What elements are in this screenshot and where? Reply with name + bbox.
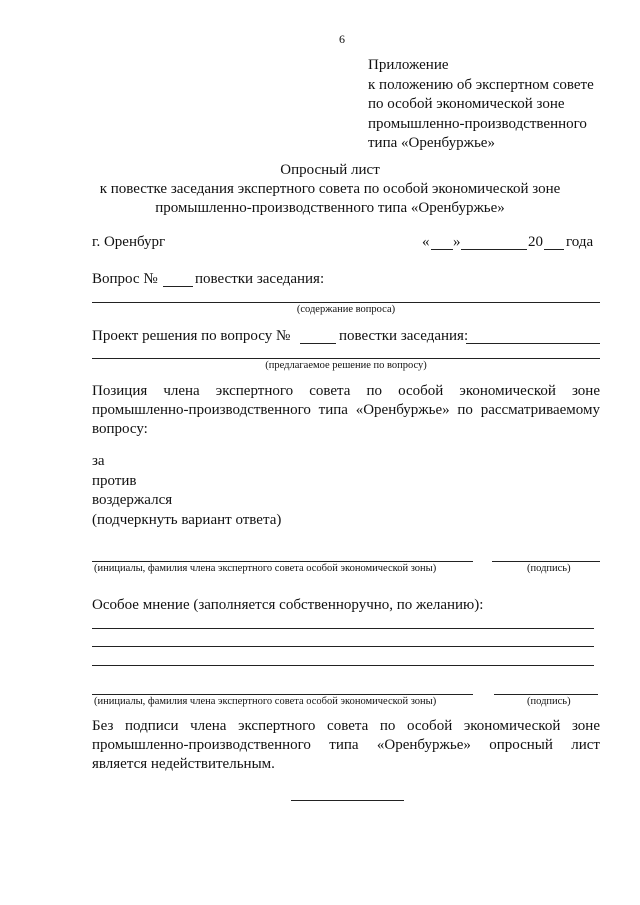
special-opinion-label: Особое мнение (заполняется собственноручно, по желанию): (92, 597, 484, 613)
annex-line: к положению об экспертном совете (368, 76, 594, 93)
year-prefix: 20 (528, 234, 543, 250)
question-caption: (содержание вопроса) (296, 304, 396, 315)
draft-inline-blank (466, 343, 600, 344)
annex-line: по особой экономической зоне (368, 96, 565, 112)
position-line: вопросу: (92, 421, 148, 437)
signature-caption: (подпись) (527, 563, 571, 574)
option-hint: (подчеркнуть вариант ответа) (92, 511, 282, 528)
member-name-caption: (инициалы, фамилия члена экспертного совета особой экономической зоны) (94, 563, 437, 574)
closing-rule (291, 800, 404, 801)
title-line: Опросный лист (280, 162, 380, 178)
draft-prefix: Проект решения по вопросу № (92, 328, 291, 344)
date-close-quote: » (453, 234, 461, 250)
note-line: является недействительным. (92, 756, 275, 772)
year-suffix: года (566, 234, 594, 250)
option-against[interactable]: против (92, 472, 137, 489)
option-abstain[interactable]: воздержался (92, 492, 173, 508)
annex-line: Приложение (368, 57, 449, 73)
annex-line: промышленно-производственного (368, 115, 587, 132)
document-title (60, 161, 600, 218)
special-opinion-line[interactable] (92, 646, 594, 647)
member-name-caption: (инициалы, фамилия члена экспертного совета особой экономической зоны) (94, 696, 437, 707)
month-blank (461, 249, 527, 250)
note-line: промышленно-производственного типа «Оренбуржье» опросный лист (92, 737, 600, 753)
draft-number-blank (300, 343, 336, 344)
annex-block (368, 56, 594, 154)
title-line: промышленно-производственного типа «Оренбуржье» (155, 200, 505, 216)
signature-caption: (подпись) (527, 696, 571, 707)
signature-line (492, 561, 600, 562)
date-field (422, 233, 602, 253)
question-number-blank (163, 286, 193, 287)
position-line: Позиция члена экспертного совета по особой экономической зоне (92, 383, 600, 399)
question-content-line (92, 302, 600, 303)
day-blank (431, 249, 453, 250)
draft-content-line (92, 358, 600, 359)
draft-caption: (предлагаемое решение по вопросу) (265, 360, 427, 371)
member-name-line (92, 561, 473, 562)
title-line: к повестке заседания экспертного совета по особой экономической зоне (99, 181, 561, 197)
date-open-quote: « (422, 234, 430, 250)
special-opinion-line[interactable] (92, 628, 594, 629)
option-for[interactable]: за (92, 453, 105, 469)
vote-options (92, 452, 281, 530)
validity-note (92, 717, 600, 774)
place: г. Оренбург (92, 234, 166, 250)
position-paragraph (92, 382, 600, 439)
year-blank (544, 249, 564, 250)
question-prefix: Вопрос № (92, 271, 158, 287)
draft-suffix: повестки заседания: (339, 328, 469, 344)
signature-line (494, 694, 598, 695)
position-line: промышленно-производственного типа «Оренбуржье» по рассматриваемому (92, 402, 600, 418)
special-opinion-line[interactable] (92, 665, 594, 666)
note-line: Без подписи члена экспертного совета по особой экономической зоне (92, 718, 600, 734)
question-suffix: повестки заседания: (195, 271, 325, 287)
member-name-line (92, 694, 473, 695)
page-number: 6 (339, 32, 345, 46)
annex-line: типа «Оренбуржье» (368, 135, 495, 151)
